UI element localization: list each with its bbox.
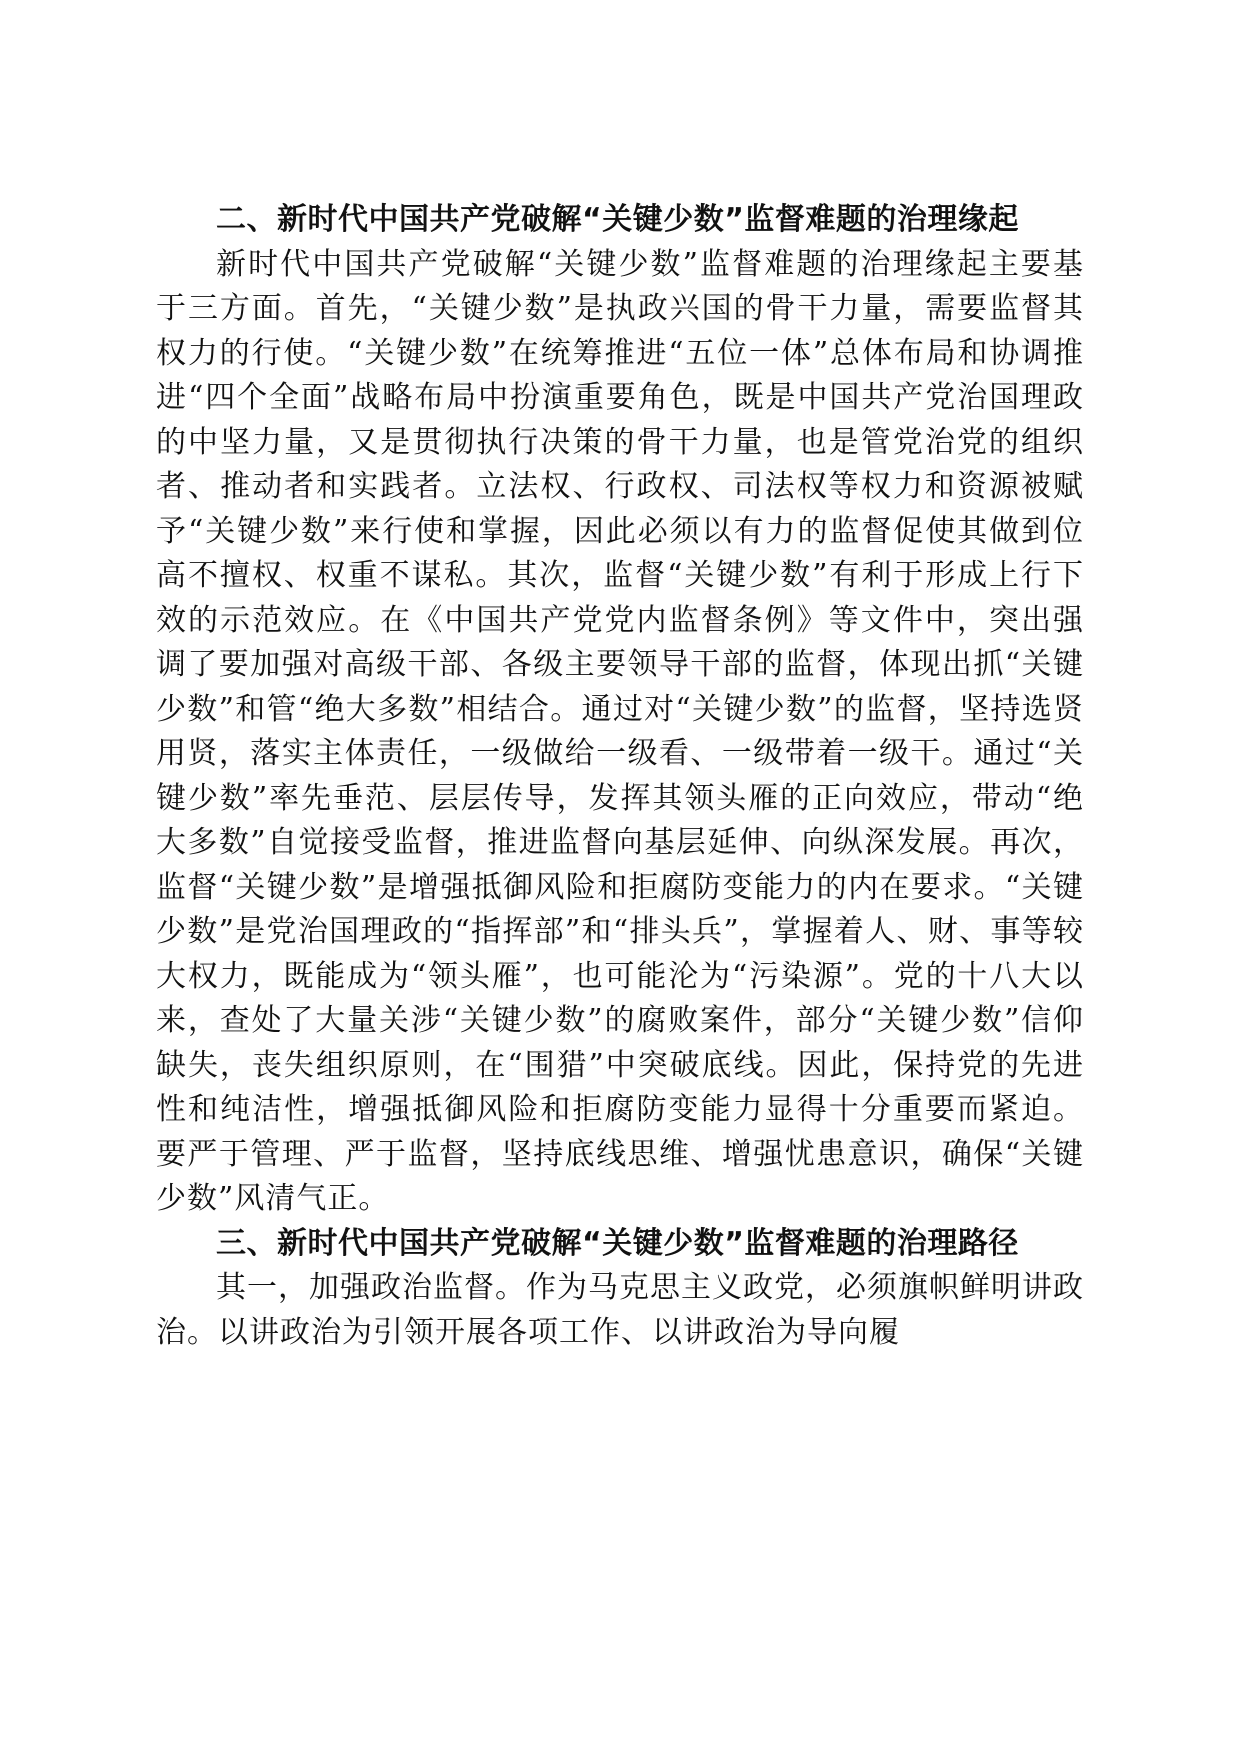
- section-paragraph-origins: 新时代中国共产党破解“关键少数”监督难题的治理缘起主要基于三方面。首先，“关键少数”是执政兴国的骨干力量，需要监督其权力的行使。“关键少数”在统筹推进“五位一体”总体布局和协调推进“四个全面”战略布局中扮演重要角色，既是中国共产党治国理政的中坚力量，又是贯彻执行决策的骨干力量，也是管党治党的组织者、推动者和实践者。立法权、行政权、司法权等权力和资源被赋予“关键少数”来行使和掌握，因此必须以有力的监督促使其做到位高不擅权、权重不谋私。其次，监督“关键少数”有利于形成上行下效的示范效应。在《中国共产党党内监督条例》等文件中，突出强调了要加强对高级干部、各级主要领导干部的监督，体现出抓“关键少数”和管“绝大多数”相结合。通过对“关键少数”的监督，坚持选贤用贤，落实主体责任，一级做给一级看、一级带着一级干。通过“关键少数”率先垂范、层层传导，发挥其领头雁的正向效应，带动“绝大多数”自觉接受监督，推进监督向基层延伸、向纵深发展。再次，监督“关键少数”是增强抵御风险和拒腐防变能力的内在要求。“关键少数”是党治国理政的“指挥部”和“排头兵”，掌握着人、财、事等较大权力，既能成为“领头雁”，也可能沦为“污染源”。党的十八大以来，查处了大量关涉“关键少数”的腐败案件，部分“关键少数”信仰缺失，丧失组织原则，在“围猎”中突破底线。因此，保持党的先进性和纯洁性，增强抵御风险和拒腐防变能力显得十分重要而紧迫。要严于管理、严于监督，坚持底线思维、增强忧患意识，确保“关键少数”风清气正。: [156, 246, 1084, 1216]
- section-heading-origins: 二、新时代中国共产党破解“关键少数”监督难题的治理缘起: [216, 202, 1019, 237]
- document-body: [156, 198, 1084, 1355]
- section-paragraph-paths: 其一，加强政治监督。作为马克思主义政党，必须旗帜鲜明讲政治。以讲政治为引领开展各项工作、以讲政治为导向履: [156, 1270, 1084, 1350]
- section-heading-paths: 三、新时代中国共产党破解“关键少数”监督难题的治理路径: [216, 1225, 1019, 1261]
